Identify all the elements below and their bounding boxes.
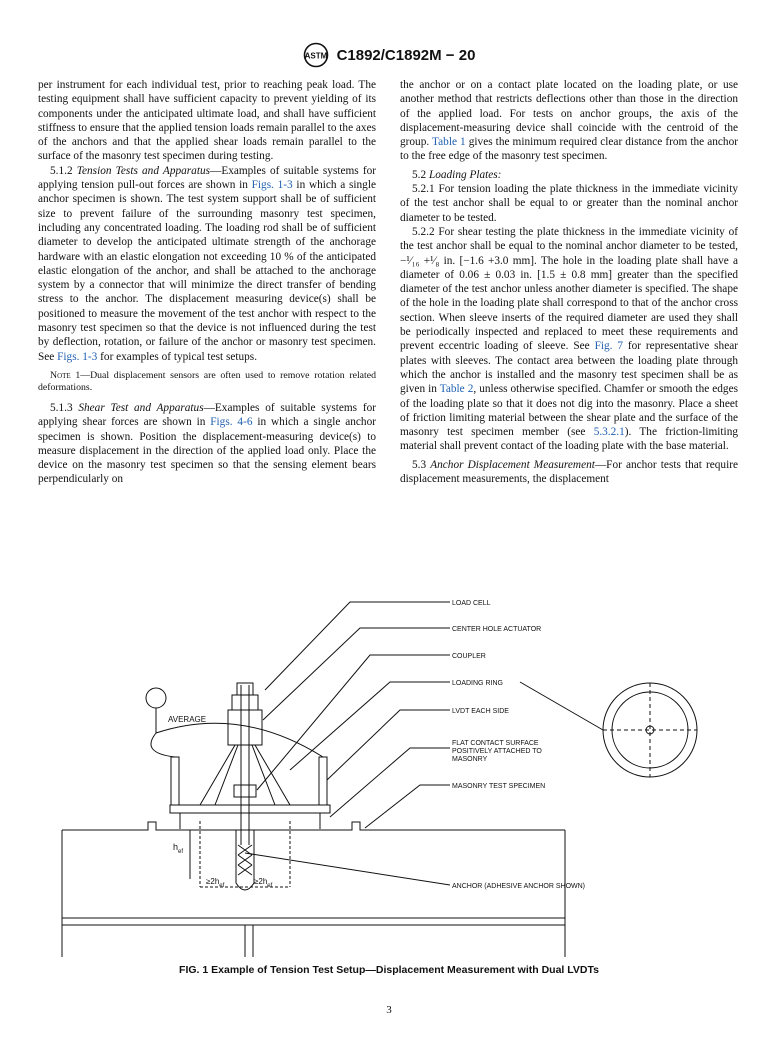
label-average: AVERAGE xyxy=(168,715,207,724)
section-number: 5.3 xyxy=(412,458,427,471)
masonry-joint xyxy=(62,918,565,925)
paragraph: per instrument for each individual test, prior to reaching peak load. The testing equipment shall have sufficient capacity to prevent yielding of its components under the anticipated ultimate load, and shall have sufficient stiffness to ensure that the applied tension loads remain parallel to the axes of the anchors and that the applied shear loads remain parallel to the surface of the masonry test specimen during testing. xyxy=(38,79,376,163)
label-flat-contact-1: FLAT CONTACT SURFACE xyxy=(452,740,539,747)
section-5-2-1: 5.2.1 For tension loading the plate thickness in the immediate vicinity of the test anchor shall be equal to or greater than the nominal anchor diameter to be tested. xyxy=(400,183,738,224)
coupler-nut xyxy=(237,683,253,695)
label-dim-1: $\ge 2h_{ef}$ xyxy=(206,877,225,889)
standard-designation: C1892/C1892M − 20 xyxy=(336,46,476,64)
lvdt-right xyxy=(319,757,327,805)
label-coupler: COUPLER xyxy=(452,653,486,660)
paragraph-text: gives the minimum required clear distance from the anchor to the free edge of the masonry test specimen. xyxy=(400,136,738,163)
section-text: in which a single anchor specimen is shown. The test system support shall be of sufficient size to prevent failure of the surrounding masonry test specimen, including any concentrated loading. The loading rod shall be of sufficient diameter to develop the anticipated ultimate strength of the anchorage hardware with an elastic elongation not exceeding 10 % of the anticipated elastic elongation of the anchor, and shall be attached to the anchorage system by a connector that will minimize the direct transfer of bending stress to the anchor. The displacement measuring device(s) shall be positioned to measure the movement of the test anchor with respect to the masonry test specimen so that the device is not influenced during the test by deflection, rotation, or failure of the anchor or masonry test specimen. See xyxy=(38,179,376,363)
figs-1-3-link[interactable]: Figs. 1-3 xyxy=(251,179,293,192)
section-text: for examples of typical test setups. xyxy=(97,350,258,363)
section-number: 5.2 xyxy=(412,168,427,181)
section-5-3 xyxy=(400,458,738,487)
section-text: —Examples of suitable systems for applying tension pull-out forces are shown in xyxy=(38,164,377,192)
adhesive-hatch xyxy=(238,845,252,875)
load-cell xyxy=(232,695,258,710)
leader-actuator xyxy=(263,628,450,720)
leader-flat-contact xyxy=(330,748,450,817)
loading-ring-legs xyxy=(200,745,290,805)
section-number: 5.1.2 xyxy=(50,164,73,177)
section-title: Loading Plates: xyxy=(428,168,502,181)
label-center-hole-actuator: CENTER HOLE ACTUATOR xyxy=(452,626,542,633)
note-label: Note 1 xyxy=(50,369,81,381)
figure-caption: FIG. 1 Example of Tension Test Setup—Displacement Measurement with Dual LVDTs xyxy=(179,964,599,976)
leader-coupler xyxy=(257,655,450,790)
label-anchor: ANCHOR (ADHESIVE ANCHOR SHOWN) xyxy=(452,883,586,890)
masonry-vertical-joint xyxy=(245,925,253,957)
section-5-1-3 xyxy=(38,401,376,487)
lvdt-left xyxy=(171,757,179,805)
tension-test-setup-diagram xyxy=(40,585,740,960)
astm-logo-icon xyxy=(303,42,329,68)
label-dim-2: $\ge 2h_{ef}$ xyxy=(254,877,273,889)
section-text: , unless otherwise specified. Chamfer or smooth the edges of the loading plate so that it does not dig into the masonry. Place a sheet of friction limiting material between the shear plate and the surface of the masonry test specimen member (see xyxy=(400,383,738,439)
section-text: in which a single anchor specimen is shown. Position the displacement-measuring device(s) to measure displacement in the direction of the applied load only. Place the device on the masonry test specimen so that the sensing element bears perpendicularly on xyxy=(38,416,376,486)
coupler xyxy=(234,785,256,797)
label-flat-contact-2: POSITIVELY ATTACHED TO xyxy=(452,748,542,755)
note-1 xyxy=(38,370,376,395)
section-5-2-2 xyxy=(400,225,738,454)
masonry-edges xyxy=(62,830,565,957)
section-title: Anchor Displacement Measurement xyxy=(430,458,595,471)
fig-7-link[interactable]: Fig. 7 xyxy=(594,340,623,353)
plate-supports xyxy=(180,813,320,829)
label-lvdt: LVDT EACH SIDE xyxy=(452,708,509,715)
label-load-cell: LOAD CELL xyxy=(452,600,491,607)
page-number: 3 xyxy=(386,1004,392,1016)
figs-1-3-link-2[interactable]: Figs. 1-3 xyxy=(57,350,98,363)
leader-load-cell xyxy=(265,602,450,690)
table-2-link[interactable]: Table 2 xyxy=(439,383,474,396)
figs-4-6-link[interactable]: Figs. 4-6 xyxy=(210,416,253,429)
gauge-dial-icon xyxy=(146,688,166,708)
section-title: Shear Test and Apparatus xyxy=(78,401,204,414)
label-flat-contact-3: MASONRY xyxy=(452,756,488,763)
section-title: Tension Tests and Apparatus xyxy=(76,164,211,177)
section-text: for representative shear plates with sleeves. The contact area between the loading plate through which the anchor is installed and the masonry test specimen shall be as given in xyxy=(400,340,738,396)
section-text: —Examples of suitable systems for applying shear forces are shown in xyxy=(38,401,376,429)
section-text: ). The friction-limiting material shall prevent contact of the loading plate with the base material. xyxy=(400,426,738,453)
section-5-1-2 xyxy=(38,164,376,364)
center-hole-actuator xyxy=(228,710,262,745)
loading-rod xyxy=(241,685,249,845)
leader-masonry xyxy=(365,785,450,828)
section-text: —For anchor tests that require displacement measurements, the displacement xyxy=(400,458,738,486)
svg-text:ASTM: ASTM xyxy=(304,51,327,61)
left-column xyxy=(38,78,376,487)
label-hef: $h_{ef}$ xyxy=(173,842,184,855)
note-text: —Dual displacement sensors are often used to remove rotation related deformations. xyxy=(38,369,376,394)
label-loading-ring: LOADING RING xyxy=(452,680,503,687)
section-number: 5.1.3 xyxy=(50,401,73,414)
right-column xyxy=(400,78,738,486)
leader-anchor xyxy=(245,853,450,885)
loading-plate xyxy=(170,805,330,813)
section-5-2 xyxy=(400,168,738,182)
paragraph xyxy=(400,78,738,164)
table-1-link[interactable]: Table 1 xyxy=(432,136,466,149)
leader-lvdt xyxy=(327,710,450,780)
figure-1 xyxy=(40,585,740,960)
section-text: 5.2.2 For shear testing the plate thickness in the immediate vicinity of the test anchor shall be equal to the nominal anchor diameter to be tested, −¹⁄₁₆ +¹⁄₈ in. [−1.6 +3.0 mm]. The hole in the loading plate shall have a diameter of 0.06 ± 0.03 in. [1.5 ± 0.8 mm] greater than the specified diameter of the test anchor unless another diameter is specified. The shape of the hole in the loading plate shall correspond to that of the anchor cross section. When sleeve inserts of the required diameter are used they shall be periodically inspected and replaced to meet these requirements and prevent eccentric loading of sleeve. See xyxy=(400,225,738,353)
paragraph-text: the anchor or on a contact plate located on the loading plate, or use another method that restricts deflections other than those in the direction of the applied load. For tests on anchor groups, the axis of the displacement-measuring device shall coincide with the centroid of the group. xyxy=(400,79,738,149)
section-5-3-2-1-link[interactable]: 5.3.2.1 xyxy=(593,426,625,439)
page-header xyxy=(0,42,778,68)
label-masonry-specimen: MASONRY TEST SPECIMEN xyxy=(452,783,546,790)
masonry-top-surface xyxy=(62,822,565,830)
